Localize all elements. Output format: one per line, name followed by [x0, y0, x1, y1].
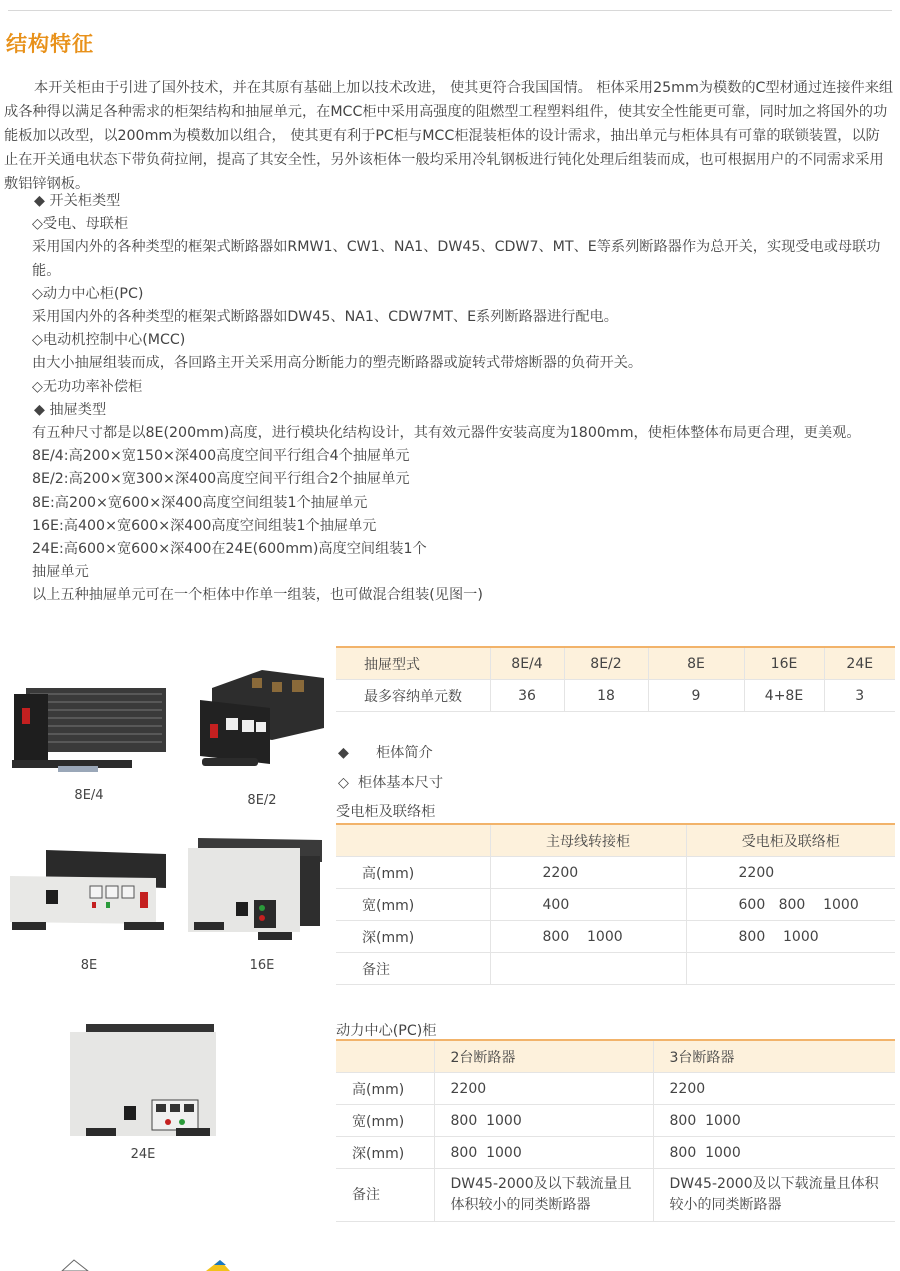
table-cell: 主母线转接柜 — [490, 824, 686, 857]
list-item: ◇无功功率补偿柜 — [32, 378, 143, 395]
table-row — [336, 1073, 895, 1105]
table-cell: 800 1000 — [434, 1137, 653, 1169]
list-item: 以上五种抽屉单元可在一个柜体中作单一组装，也可做混合组装(见图一) — [32, 587, 483, 604]
drawer-8e2-image — [192, 668, 328, 778]
list-item: ◇电动机控制中心(MCC) — [32, 332, 186, 349]
list-item: 16E:高400×宽600×深400高度空间组装1个抽屉单元 — [32, 517, 377, 534]
list-item: 8E/2:高200×宽300×深400高度空间平行组合2个抽屉单元 — [32, 471, 410, 488]
table-row — [336, 1169, 895, 1222]
table-cell: 800 1000 — [653, 1137, 895, 1169]
table-cell — [686, 953, 895, 985]
drawer-24e-image — [64, 1020, 224, 1142]
top-divider — [8, 10, 892, 11]
drawer-8e4-image — [8, 680, 178, 780]
list-item: ◇动力中心柜(PC) — [32, 285, 144, 302]
table-row — [336, 921, 895, 953]
table-cell: 2200 — [653, 1073, 895, 1105]
table-cell: 2200 — [686, 857, 895, 889]
table-cell: 18 — [564, 680, 648, 712]
table2-title: 受电柜及联络柜 — [336, 804, 436, 820]
table-cell: 800 1000 — [653, 1105, 895, 1137]
incoming-cabinet-table — [336, 823, 895, 985]
cabinet-size-heading: ◇ 柜体基本尺寸 — [338, 775, 444, 791]
table-cell: 16E — [744, 647, 824, 680]
table-cell: 宽(mm) — [336, 1105, 434, 1137]
intro-paragraph: 本开关柜由于引进了国外技术，并在其原有基础上加以技术改进， 使其更符合我国国情。 柜体采用25mm为模数的C型材通过连接件来组成各种得以满足各种需求的柜架结构和抽屉单元，在MCC柜中采用高强度的阻燃型工程塑料组件，使其安全性能更可靠，同时加之将国外的功能板加以改型，以200mm为模数加以组合， 使其更有利于PC柜与MCC柜混装柜体的设计需求，抽出单元与柜体具有可靠的联锁装置，以防止在开关通电状态下带负荷拉闸，提高了其安全性，另外该柜体一般均采用冷轧钢板进行钝化处理后组装而成，也可根据用户的不同需求采用敷铝锌钢板。 — [4, 80, 894, 192]
caption-16e: 16E — [249, 958, 275, 973]
table-row — [336, 889, 895, 921]
table-cell: 深(mm) — [336, 1137, 434, 1169]
list-item: ◆ 开关柜类型 — [34, 193, 121, 209]
list-item: 由大小抽屉组装而成，各回路主开关采用高分断能力的塑壳断路器或旋转式带熔断器的负荷开关。 — [32, 355, 643, 372]
table-row — [336, 1137, 895, 1169]
table-cell: DW45-2000及以下载流量且体积较小的同类断路器 — [434, 1169, 653, 1222]
power-center-table — [336, 1039, 895, 1222]
table-row — [336, 857, 895, 889]
table-cell: 2200 — [434, 1073, 653, 1105]
table-row — [336, 953, 895, 985]
list-item: 采用国内外的各种类型的框架式断路器如DW45、NA1、CDW7MT、E系列断路器进行配电。 — [32, 309, 618, 326]
table-cell: 3 — [824, 680, 895, 712]
table-header-row — [336, 824, 895, 857]
caption-8e4: 8E/4 — [74, 788, 104, 803]
list-item: 采用国内外的各种类型的框架式断路器如RMW1、CW1、NA1、DW45、CDW7、MT、E等系列断路器作为总开关，实现受电或母联功能。 — [32, 239, 881, 279]
table-cell: 8E — [648, 647, 744, 680]
table-cell: 高(mm) — [336, 1073, 434, 1105]
drawer-capacity-table — [336, 646, 895, 712]
list-item: 有五种尺寸都是以8E(200mm)高度，进行模块化结构设计，其有效元器件安装高度为1800mm，使柜体整体布局更合理，更美观。 — [32, 425, 861, 442]
bottom-diagram-icons — [60, 1258, 260, 1271]
table-cell — [336, 1040, 434, 1073]
table-cell: 高(mm) — [336, 857, 490, 889]
table-cell: 8E/4 — [490, 647, 564, 680]
table-cell: 最多容纳单元数 — [336, 680, 490, 712]
table-cell: 备注 — [336, 953, 490, 985]
table-cell: 深(mm) — [336, 921, 490, 953]
drawer-8e-image — [6, 848, 176, 938]
table-cell: 3台断路器 — [653, 1040, 895, 1073]
table-cell: 备注 — [336, 1169, 434, 1222]
table-cell: 2台断路器 — [434, 1040, 653, 1073]
cabinet-intro-heading: ◆ 柜体简介 — [338, 745, 433, 761]
table-cell: 800 1000 — [686, 921, 895, 953]
table-cell: 24E — [824, 647, 895, 680]
list-item: ◇受电、母联柜 — [32, 216, 129, 233]
table-cell: 4+8E — [744, 680, 824, 712]
table-cell — [490, 953, 686, 985]
table-cell: 抽屉型式 — [336, 647, 490, 680]
list-item: 抽屉单元 — [32, 564, 89, 581]
table-header-row — [336, 1040, 895, 1073]
table-cell: 36 — [490, 680, 564, 712]
caption-24e: 24E — [130, 1147, 156, 1162]
table-cell: DW45-2000及以下载流量且体积较小的同类断路器 — [653, 1169, 895, 1222]
table-cell: 宽(mm) — [336, 889, 490, 921]
drawer-16e-image — [184, 836, 326, 948]
table-cell: 600 800 1000 — [686, 889, 895, 921]
feature-list — [34, 190, 894, 608]
list-item: 8E:高200×宽600×深400高度空间组装1个抽屉单元 — [32, 494, 368, 511]
caption-8e2: 8E/2 — [247, 793, 277, 808]
table-cell: 800 1000 — [490, 921, 686, 953]
table-header-row — [336, 647, 895, 680]
table-cell: 800 1000 — [434, 1105, 653, 1137]
table-row — [336, 1105, 895, 1137]
section-title: 结构特征 — [6, 32, 94, 56]
table-row — [336, 680, 895, 712]
list-item: 24E:高600×宽600×深400在24E(600mm)高度空间组装1个 — [32, 541, 427, 558]
table-cell: 8E/2 — [564, 647, 648, 680]
list-item: ◆ 抽屉类型 — [34, 401, 107, 418]
table-cell: 2200 — [490, 857, 686, 889]
table-cell — [336, 824, 490, 857]
table3-title: 动力中心(PC)柜 — [336, 1023, 437, 1039]
list-item: 8E/4:高200×宽150×深400高度空间平行组合4个抽屉单元 — [32, 448, 410, 465]
caption-8e: 8E — [80, 958, 98, 973]
table-cell: 9 — [648, 680, 744, 712]
table-cell: 400 — [490, 889, 686, 921]
table-cell: 受电柜及联络柜 — [686, 824, 895, 857]
